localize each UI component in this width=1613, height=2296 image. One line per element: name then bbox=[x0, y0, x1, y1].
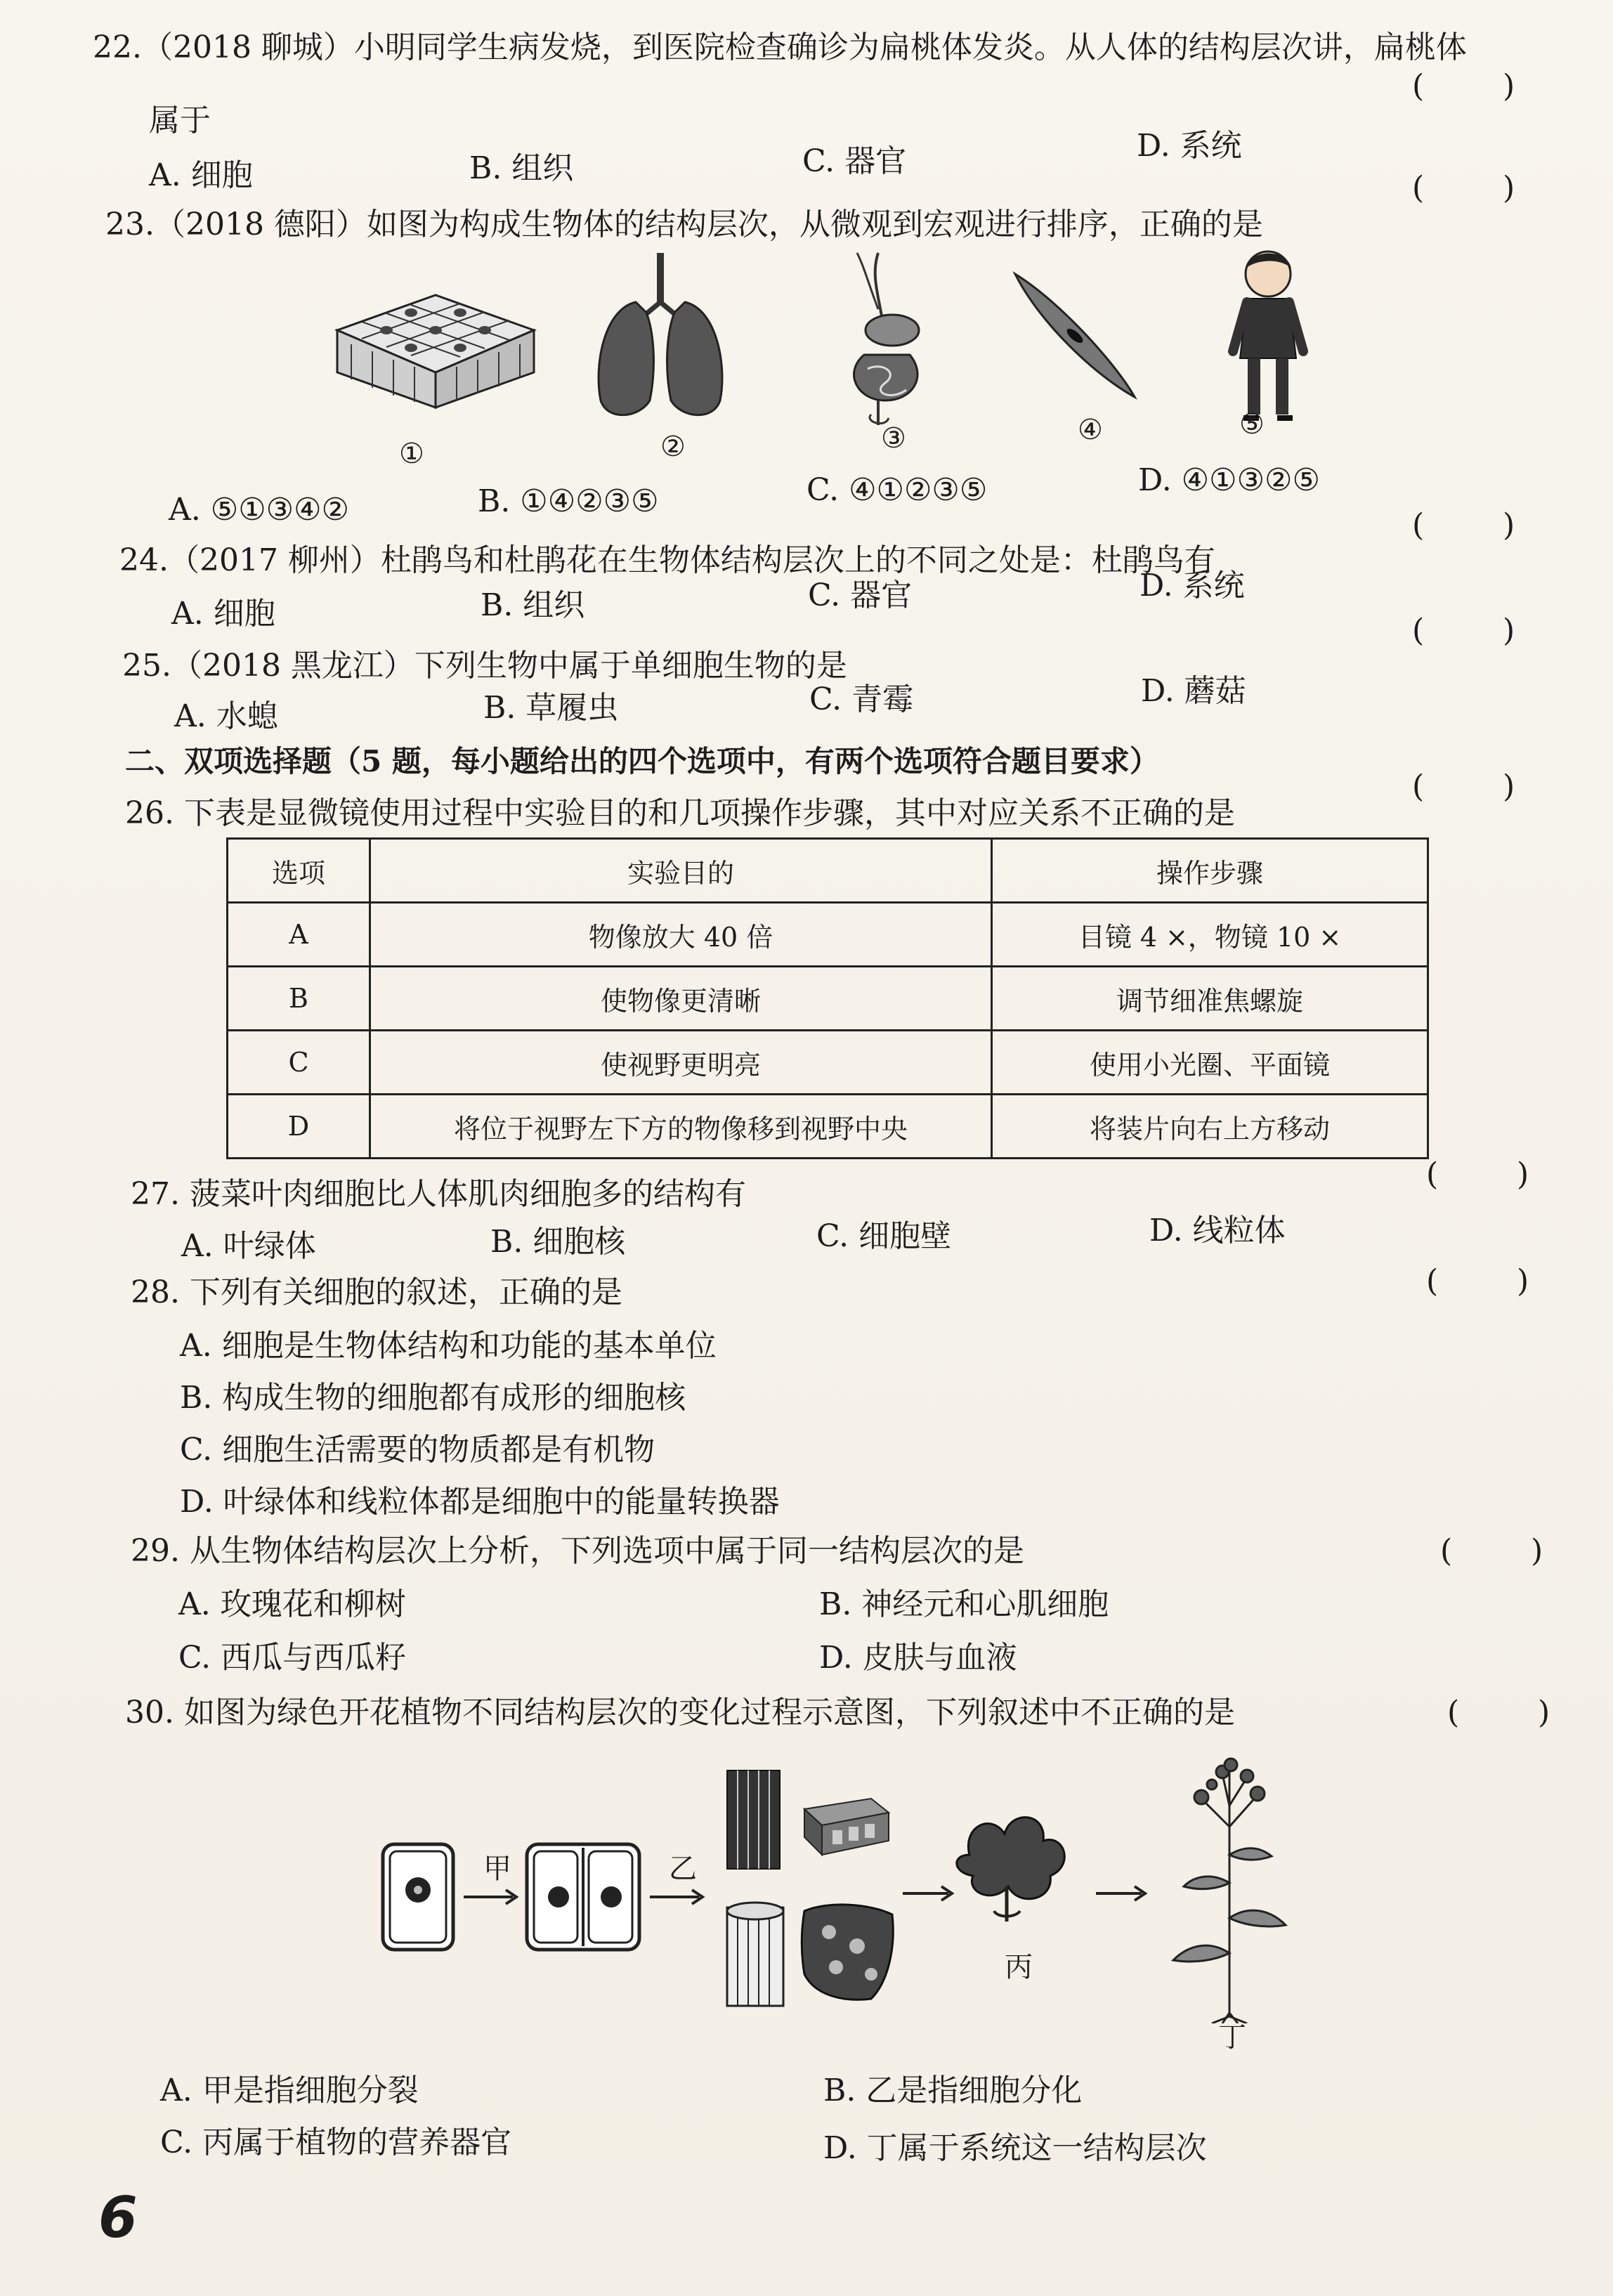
answer-paren-26[interactable]: ( ) bbox=[1412, 769, 1515, 804]
option-30-d[interactable]: D. 丁属于系统这一结构层次 bbox=[823, 2130, 1207, 2166]
option-30-c[interactable]: C. 丙属于植物的营养器官 bbox=[160, 2125, 512, 2160]
digestive-system-icon bbox=[854, 253, 919, 425]
q30-label-yi: 乙 bbox=[669, 1853, 697, 1885]
option-28-b[interactable]: B. 构成生物的细胞都有成形的细胞核 bbox=[180, 1380, 686, 1416]
row-b-option: B bbox=[228, 967, 370, 1031]
lungs-icon bbox=[599, 253, 722, 415]
flower-organ-icon bbox=[957, 1818, 1064, 1922]
answer-paren-25[interactable]: ( ) bbox=[1412, 613, 1515, 648]
option-24-d[interactable]: D. 系统 bbox=[1139, 568, 1245, 604]
option-24-b[interactable]: B. 组织 bbox=[481, 587, 585, 623]
question-25-stem: 25.（2018 黑龙江）下列生物中属于单细胞生物的是 bbox=[122, 648, 847, 684]
option-30-a[interactable]: A. 甲是指细胞分裂 bbox=[160, 2073, 419, 2108]
q23-figure bbox=[323, 225, 1335, 485]
option-28-d[interactable]: D. 叶绿体和线粒体都是细胞中的能量转换器 bbox=[180, 1484, 780, 1520]
answer-paren-28[interactable]: ( ) bbox=[1426, 1263, 1529, 1299]
row-a-steps: 目镜 4 ×，物镜 10 × bbox=[992, 903, 1428, 967]
option-25-c[interactable]: C. 青霉 bbox=[809, 681, 914, 717]
question-30-stem: 30. 如图为绿色开花植物不同结构层次的变化过程示意图，下列叙述中不正确的是 bbox=[125, 1695, 1235, 1730]
answer-paren-27[interactable]: ( ) bbox=[1426, 1156, 1529, 1192]
arrow-to-organ-icon bbox=[903, 1886, 952, 1900]
option-23-d[interactable]: D. ④①③②⑤ bbox=[1138, 462, 1320, 498]
option-23-a[interactable]: A. ⑤①③④② bbox=[169, 492, 349, 528]
row-a-option: A bbox=[228, 903, 370, 967]
question-22-cont: 属于 bbox=[149, 103, 211, 138]
q23-label-3: ③ bbox=[881, 422, 906, 455]
row-b-steps: 调节细准焦螺旋 bbox=[992, 967, 1428, 1031]
table-header-row bbox=[228, 839, 1428, 903]
arrow-yi-icon bbox=[650, 1890, 703, 1904]
answer-paren-22[interactable]: ( ) bbox=[1412, 68, 1515, 104]
option-29-c[interactable]: C. 西瓜与西瓜籽 bbox=[178, 1640, 407, 1676]
q23-label-1: ① bbox=[399, 438, 424, 470]
option-27-c[interactable]: C. 细胞壁 bbox=[816, 1218, 952, 1254]
option-30-b[interactable]: B. 乙是指细胞分化 bbox=[823, 2073, 1083, 2108]
question-27-stem: 27. 菠菜叶肉细胞比人体肌肉细胞多的结构有 bbox=[131, 1176, 746, 1212]
header-option: 选项 bbox=[228, 839, 370, 903]
row-d-purpose: 将位于视野左下方的物像移到视野中央 bbox=[370, 1095, 992, 1159]
plant-cell-icon bbox=[383, 1844, 453, 1950]
question-24-stem: 24.（2017 柳州）杜鹃鸟和杜鹃花在生物体结构层次上的不同之处是：杜鹃鸟有 bbox=[119, 542, 1215, 578]
page-number: 6 bbox=[98, 2185, 138, 2250]
row-d-steps: 将装片向右上方移动 bbox=[992, 1095, 1428, 1159]
header-purpose: 实验目的 bbox=[370, 839, 992, 903]
arrow-to-plant-icon bbox=[1096, 1886, 1145, 1900]
row-b-purpose: 使物像更清晰 bbox=[370, 967, 992, 1031]
answer-paren-24[interactable]: ( ) bbox=[1412, 507, 1515, 543]
q30-figure bbox=[379, 1742, 1335, 2023]
question-28-stem: 28. 下列有关细胞的叙述，正确的是 bbox=[131, 1274, 622, 1310]
question-23-stem: 23.（2018 德阳）如图为构成生物体的结构层次，从微观到宏观进行排序，正确的是 bbox=[105, 207, 1263, 242]
q23-label-5: ⑤ bbox=[1239, 408, 1265, 441]
option-22-c[interactable]: C. 器官 bbox=[802, 143, 907, 179]
arrow-jia-icon bbox=[464, 1890, 516, 1904]
answer-paren-29[interactable]: ( ) bbox=[1440, 1533, 1543, 1569]
question-29-stem: 29. 从生物体结构层次上分析，下列选项中属于同一结构层次的是 bbox=[131, 1533, 1024, 1569]
q30-label-ding: 丁 bbox=[1218, 2021, 1246, 2054]
table-row bbox=[228, 903, 1428, 967]
q30-label-jia: 甲 bbox=[483, 1853, 511, 1885]
option-28-a[interactable]: A. 细胞是生物体结构和功能的基本单位 bbox=[180, 1328, 717, 1364]
table-row bbox=[228, 1031, 1428, 1095]
row-d-option: D bbox=[228, 1095, 370, 1159]
option-22-a[interactable]: A. 细胞 bbox=[149, 157, 253, 193]
option-22-b[interactable]: B. 组织 bbox=[469, 150, 574, 186]
option-27-b[interactable]: B. 细胞核 bbox=[490, 1224, 626, 1260]
q23-label-2: ② bbox=[660, 431, 686, 463]
option-29-b[interactable]: B. 神经元和心肌细胞 bbox=[819, 1586, 1109, 1622]
whole-plant-icon bbox=[1173, 1759, 1286, 2023]
row-c-steps: 使用小光圈、平面镜 bbox=[992, 1031, 1428, 1095]
epithelial-tissue-icon bbox=[337, 295, 534, 407]
option-25-d[interactable]: D. 蘑菇 bbox=[1141, 673, 1246, 709]
option-25-b[interactable]: B. 草履虫 bbox=[483, 690, 619, 726]
q30-label-bing: 丙 bbox=[1005, 1951, 1033, 1983]
row-c-purpose: 使视野更明亮 bbox=[370, 1031, 992, 1095]
human-figure-icon bbox=[1233, 252, 1303, 418]
option-23-b[interactable]: B. ①④②③⑤ bbox=[478, 483, 659, 519]
microscope-operations-table bbox=[226, 837, 1429, 1159]
muscle-cell-icon bbox=[1015, 274, 1135, 397]
row-a-purpose: 物像放大 40 倍 bbox=[370, 903, 992, 967]
option-29-d[interactable]: D. 皮肤与血液 bbox=[819, 1640, 1017, 1676]
plant-tissues-icon bbox=[727, 1770, 893, 2006]
option-24-c[interactable]: C. 器官 bbox=[808, 578, 913, 613]
option-22-d[interactable]: D. 系统 bbox=[1137, 128, 1242, 164]
table-row bbox=[228, 967, 1428, 1031]
dividing-cell-icon bbox=[527, 1844, 639, 1950]
option-25-a[interactable]: A. 水螅 bbox=[174, 698, 278, 734]
question-22-stem: 22.（2018 聊城）小明同学生病发烧，到医院检查确诊为扁桃体发炎。从人体的结构层次讲，扁桃体 bbox=[93, 30, 1467, 65]
row-c-option: C bbox=[228, 1031, 370, 1095]
table-row bbox=[228, 1095, 1428, 1159]
q23-label-4: ④ bbox=[1078, 414, 1103, 446]
header-steps: 操作步骤 bbox=[992, 839, 1428, 903]
section-2-heading: 二、双项选择题（5 题，每小题给出的四个选项中，有两个选项符合题目要求） bbox=[125, 744, 1159, 778]
answer-paren-30[interactable]: ( ) bbox=[1447, 1695, 1550, 1730]
option-28-c[interactable]: C. 细胞生活需要的物质都是有机物 bbox=[180, 1432, 655, 1468]
answer-paren-23[interactable]: ( ) bbox=[1412, 170, 1515, 206]
option-29-a[interactable]: A. 玫瑰花和柳树 bbox=[178, 1586, 406, 1622]
option-27-a[interactable]: A. 叶绿体 bbox=[181, 1228, 316, 1264]
option-24-a[interactable]: A. 细胞 bbox=[171, 596, 275, 632]
option-23-c[interactable]: C. ④①②③⑤ bbox=[806, 472, 988, 508]
question-26-stem: 26. 下表是显微镜使用过程中实验目的和几项操作步骤，其中对应关系不正确的是 bbox=[125, 795, 1235, 831]
option-27-d[interactable]: D. 线粒体 bbox=[1149, 1213, 1286, 1248]
